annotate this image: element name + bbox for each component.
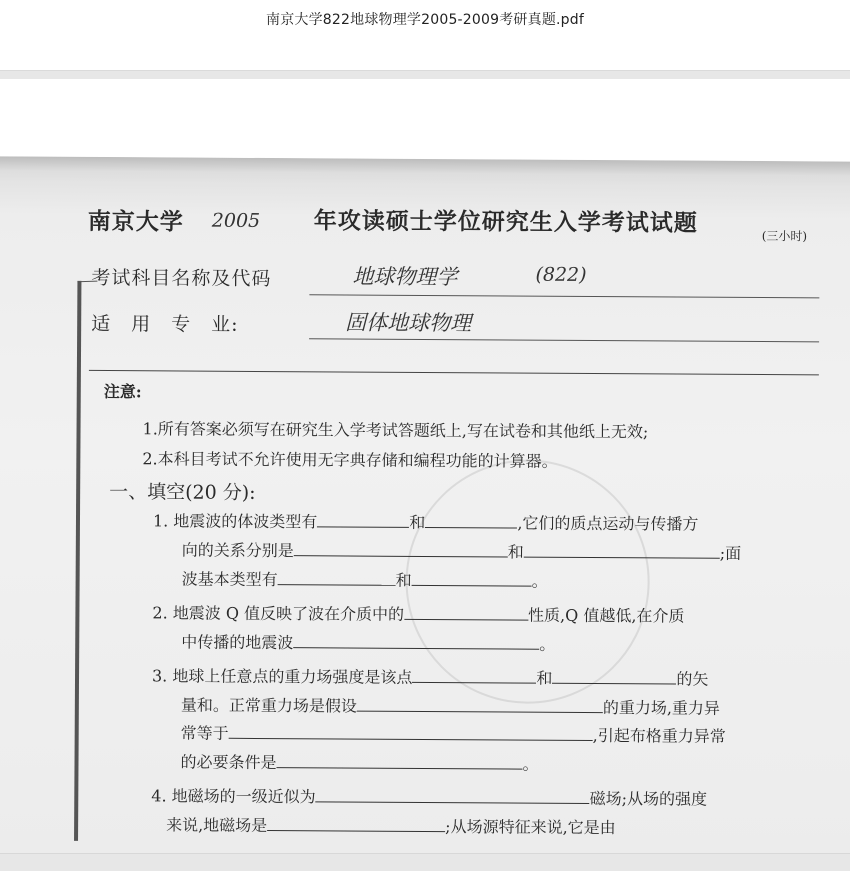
q3-blank-5 [276, 753, 522, 770]
q3-blank-3 [357, 697, 603, 714]
question-1 [153, 511, 699, 532]
q1-text-b: 和 [409, 512, 426, 532]
q4-blank-2 [267, 816, 445, 832]
q4-blank-1 [316, 787, 590, 804]
q4-text-d: ;从场源特征来说,它是由 [445, 817, 616, 838]
major-label: 适 用 专 业: [91, 312, 239, 336]
q1-blank-6 [412, 571, 532, 587]
exam-heading: 年攻读硕士学位研究生入学考试试题 [313, 207, 698, 237]
scan-shadow [0, 156, 850, 185]
subject-value: 地球物理学 [352, 264, 458, 290]
q1-text-d: 向的关系分别是 [181, 540, 294, 561]
subject-label: 考试科目名称及代码 [91, 266, 272, 291]
q3-blank-2 [552, 669, 676, 685]
question-2-line-2 [181, 633, 555, 653]
question-3 [152, 666, 708, 687]
q2-text-d: 。 [539, 634, 556, 654]
q4-text-a: 4. 地磁场的一级近似为 [151, 786, 316, 807]
q3-text-g: ,引起布格重力异常 [592, 726, 726, 746]
viewer-footer [0, 853, 850, 871]
q1-text-i: 。 [531, 571, 548, 591]
q1-blank-4 [524, 543, 720, 559]
q1-text-c: ,它们的质点运动与传播方 [517, 513, 699, 534]
question-3-line-3 [181, 723, 726, 744]
q1-text-e: 和 [507, 542, 524, 562]
q3-text-h: 的必要条件是 [180, 752, 277, 773]
q1-blank-2 [425, 513, 517, 529]
exam-school: 南京大学 [87, 207, 184, 236]
q3-text-c: 的矢 [676, 669, 709, 689]
q1-text-g: 波基本类型有 [181, 569, 278, 590]
question-1-line-3 [182, 570, 548, 590]
q3-text-b: 和 [536, 668, 553, 688]
section-1-heading: 一、填空(20 分): [109, 481, 256, 504]
q3-text-e: 的重力场,重力异 [602, 698, 721, 718]
q3-blank-4 [229, 724, 593, 741]
question-1-line-2 [182, 541, 742, 562]
q2-blank-1 [404, 605, 528, 621]
q3-text-d: 量和。正常重力场是假设 [180, 695, 357, 716]
notice-label: 注意: [103, 382, 142, 402]
q1-text-f: ;面 [719, 543, 742, 563]
q3-text-a: 3. 地球上任意点的重力场强度是该点 [151, 666, 413, 687]
notice-item-1: 1.所有答案必须写在研究生入学考试答题纸上,写在试卷和其他纸上无效; [142, 419, 649, 442]
document-title: 南京大学822地球物理学2005-2009考研真题.pdf [266, 12, 584, 28]
pdf-viewer[interactable] [0, 79, 850, 853]
q3-text-f: 常等于 [180, 723, 229, 743]
subject-underline [309, 294, 819, 298]
q4-text-c: 来说,地磁场是 [166, 815, 268, 836]
q1-blank-1 [317, 512, 409, 528]
question-4 [151, 786, 707, 807]
exam-duration: (三小时) [761, 229, 808, 244]
question-3-line-2 [181, 696, 720, 717]
q1-text-a: 1. 地震波的体波类型有 [152, 511, 318, 532]
q2-text-c: 中传播的地震波 [181, 632, 294, 653]
q3-text-i: 。 [522, 754, 539, 774]
header-rule [89, 370, 819, 375]
q3-blank-1 [412, 668, 536, 684]
viewer-header [0, 0, 850, 70]
scanned-page [0, 156, 850, 853]
q1-blank-3 [294, 541, 508, 557]
q2-text-a: 2. 地震波 Q 值反映了波在介质中的 [152, 603, 405, 624]
major-value: 固体地球物理 [345, 310, 472, 336]
q4-text-b: 磁场;从场的强度 [589, 788, 708, 809]
question-3-line-4 [180, 752, 538, 772]
notice-item-2: 2.本科目考试不允许使用无字典存储和编程功能的计算器。 [142, 449, 558, 471]
left-margin-line [74, 281, 81, 841]
major-underline [309, 338, 819, 342]
header-divider [0, 70, 850, 79]
question-2 [152, 603, 684, 624]
exam-year: 2005 [211, 209, 261, 232]
q2-blank-2 [293, 633, 539, 650]
subject-code: (822) [535, 263, 587, 286]
question-4-line-2 [166, 815, 616, 836]
q2-text-b: 性质,Q 值越低,在介质 [528, 605, 685, 626]
q1-text-h: 和 [395, 570, 412, 590]
q1-blank-5 [278, 570, 396, 586]
